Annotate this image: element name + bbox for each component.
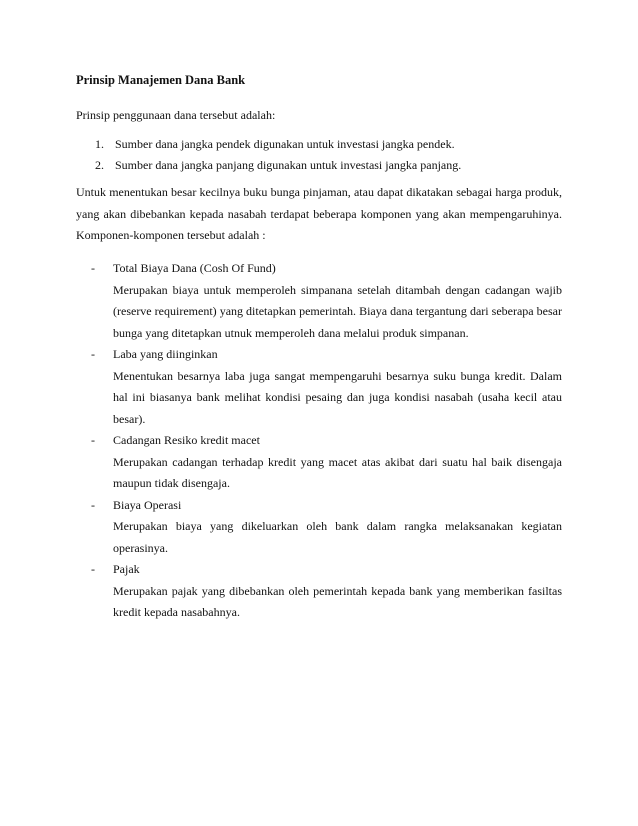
body-paragraph: Untuk menentukan besar kecilnya buku bunga pinjaman, atau dapat dikatakan sebagai harga produk, yang akan dibebankan kepada nasabah terdapat beberapa komponen yang akan mempengaruhinya. Komponen-komponen tersebut adalah : (76, 185, 562, 242)
component-item (76, 430, 562, 495)
component-item (76, 344, 562, 430)
component-item (76, 258, 562, 344)
component-name: Laba yang diinginkan (113, 347, 218, 361)
component-item (76, 495, 562, 560)
document-title: Prinsip Manajemen Dana Bank (76, 73, 246, 87)
component-description: Menentukan besarnya laba juga sangat mempengaruhi besarnya suku bunga kredit. Dalam hal ini biasanya bank melihat kondisi pesaing dan juga kondisi nasabah (usaha kecil atau besar). (113, 368, 562, 426)
component-description: Merupakan pajak yang dibebankan oleh pemerintah kepada bank yang memberikan fasiltas kredit kepada nasabahnya. (113, 583, 562, 619)
dash-bullet: - (91, 347, 95, 361)
list-item (95, 156, 461, 177)
dash-bullet: - (91, 261, 95, 275)
component-description: Merupakan biaya untuk memperoleh simpanana setelah ditambah dengan cadangan wajib (reserve requirement) yang ditetapkan pemerintah. Biaya dana tergantung dari seberapa besar bunga yang ditetapkan utnuk memperoleh dana melalui produk simpanan. (113, 282, 562, 340)
list-number: 2. (95, 158, 104, 172)
list-text: Sumber dana jangka panjang digunakan untuk investasi jangka panjang. (115, 158, 462, 172)
component-list (76, 258, 562, 624)
component-item (76, 559, 562, 624)
component-name: Pajak (113, 562, 140, 576)
component-name: Cadangan Resiko kredit macet (113, 433, 260, 447)
dash-bullet: - (91, 433, 95, 447)
component-name: Total Biaya Dana (Cosh Of Fund) (113, 261, 276, 275)
dash-bullet: - (91, 562, 95, 576)
component-name: Biaya Operasi (113, 497, 182, 512)
numbered-list (95, 135, 461, 177)
list-item (95, 135, 461, 156)
component-description: Merupakan cadangan terhadap kredit yang macet atas akibat dari suatu hal baik disengaja maupun tidak disengaja. (113, 454, 562, 490)
list-number: 1. (95, 137, 104, 151)
component-description: Merupakan biaya yang dikeluarkan oleh bank dalam rangka melaksanakan kegiatan operasinya. (113, 519, 562, 555)
intro-text: Prinsip penggunaan dana tersebut adalah: (76, 108, 276, 122)
list-text: Sumber dana jangka pendek digunakan untuk investasi jangka pendek. (115, 137, 455, 151)
dash-bullet: - (91, 497, 95, 512)
